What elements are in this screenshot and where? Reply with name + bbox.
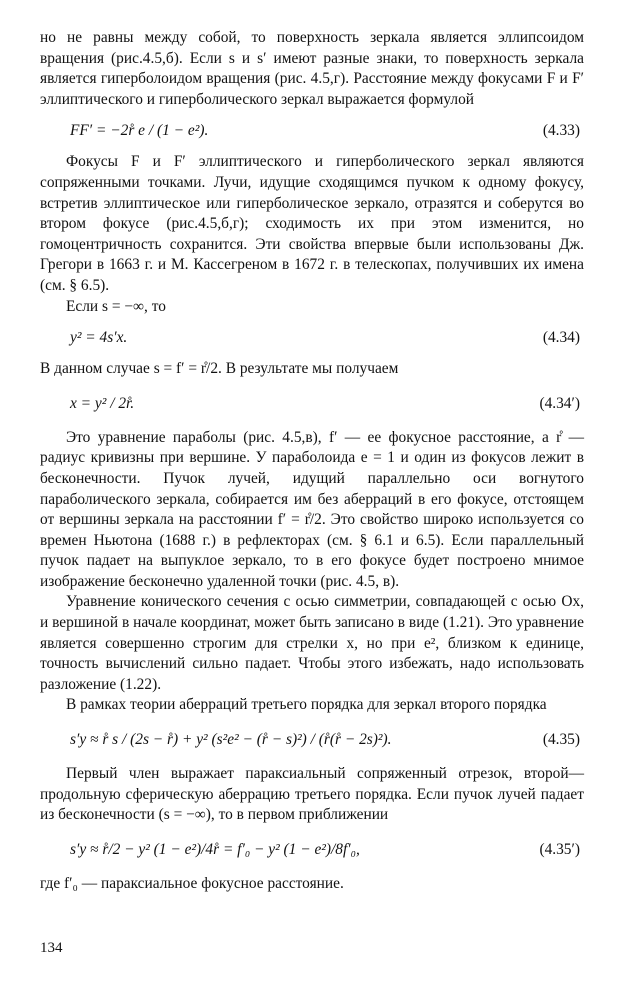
paragraph: Если s = −∞, то	[66, 297, 166, 315]
equation-4-33	[40, 110, 584, 152]
equation-number: (4.34)	[542, 329, 580, 347]
paragraph: но не равны между собой, то поверхность зеркала является эллипсоидом вращения (рис.4.5,б). Если s и s′ имеют разные знаки, то поверхность зеркала является гиперболоидом вращения (рис. 4.5,г). Расстояние между фокусами F и F′ эллиптического и гиперболического зеркал выражается формулой	[40, 29, 584, 108]
equation-formula: s′y ≈ r̊ s / (2s − r̊) + y² (s²e² − (r̊ − s)²) / (r̊(r̊ − 2s)²).	[70, 731, 392, 749]
equation-4-34-prime	[40, 380, 584, 428]
equation-4-35	[40, 716, 584, 764]
equation-4-35-prime	[40, 826, 584, 874]
paragraph: Уравнение конического сечения с осью симметрии, совпадающей с осью Ox, и вершиной в начале координат, может быть записано в виде (1.21). Это уравнение является совершенно строгим для стрелки x, но при e², близком к единице, точность вычислений сильно падает. Чтобы этого избежать, надо использовать разложение (1.22).	[40, 593, 584, 693]
equation-number: (4.33)	[542, 122, 580, 140]
equation-4-34	[40, 317, 584, 359]
page-number: 134	[40, 940, 63, 956]
page-body	[40, 28, 584, 894]
equation-formula: y² = 4s′x.	[70, 329, 128, 347]
paragraph: Первый член выражает параксиальный сопряженный отрезок, второй—продольную сферическую аберрацию третьего порядка. Если пучок лучей падает из бесконечности (s = −∞), то в первом приближении	[40, 765, 584, 824]
paragraph: В данном случае s = f′ = r̊/2. В результате мы получаем	[40, 360, 399, 378]
paragraph: Это уравнение параболы (рис. 4.5,в), f′ — ее фокусное расстояние, а r̊ — радиус кривизны при вершине. У параболоида e = 1 и один из фокусов лежит в бесконечности. Пучок лучей, идущий параллельно оси вогнутого параболического зеркала, собирается им без аберраций в его фокусе, отстоящем от вершины зеркала на расстоянии f′ = r̊/2. Это свойство широко используется со времен Ньютона (1688 г.) в рефлекторах (см. § 6.1 и 6.5). Если параллельный пучок падает на выпуклое зеркало, то в его фокусе будет построено мнимое изображение бесконечно удаленной точки (рис. 4.5, в).	[40, 428, 584, 590]
paragraph: где f′₀ — параксиальное фокусное расстояние.	[40, 874, 344, 892]
equation-formula: s′y ≈ r̊/2 − y² (1 − e²)/4r̊ = f′₀ − y² (1 − e²)/8f′₀,	[70, 840, 360, 858]
equation-formula: x = y² / 2r̊.	[70, 394, 135, 412]
equation-number: (4.35′)	[539, 840, 580, 858]
equation-formula: FF′ = −2r̊ e / (1 − e²).	[70, 122, 209, 140]
paragraph: В рамках теории аберраций третьего порядка для зеркал второго порядка	[66, 696, 547, 714]
equation-number: (4.35)	[542, 731, 580, 749]
equation-number: (4.34′)	[539, 394, 580, 412]
paragraph: Фокусы F и F′ эллиптического и гиперболического зеркал являются сопряженными точками. Лучи, идущие сходящимся пучком к одному фокусу, встретив эллиптическое или гиперболическое зеркало, отразятся и соберутся во втором фокусе (рис.4.5,б,г); сходимость их при этом изменится, но гомоцентричность сохранится. Эти свойства впервые были использованы Дж. Грегори в 1663 г. и М. Кассегреном в 1672 г. в телескопах, получивших их имена (см. § 6.5).	[40, 153, 584, 294]
